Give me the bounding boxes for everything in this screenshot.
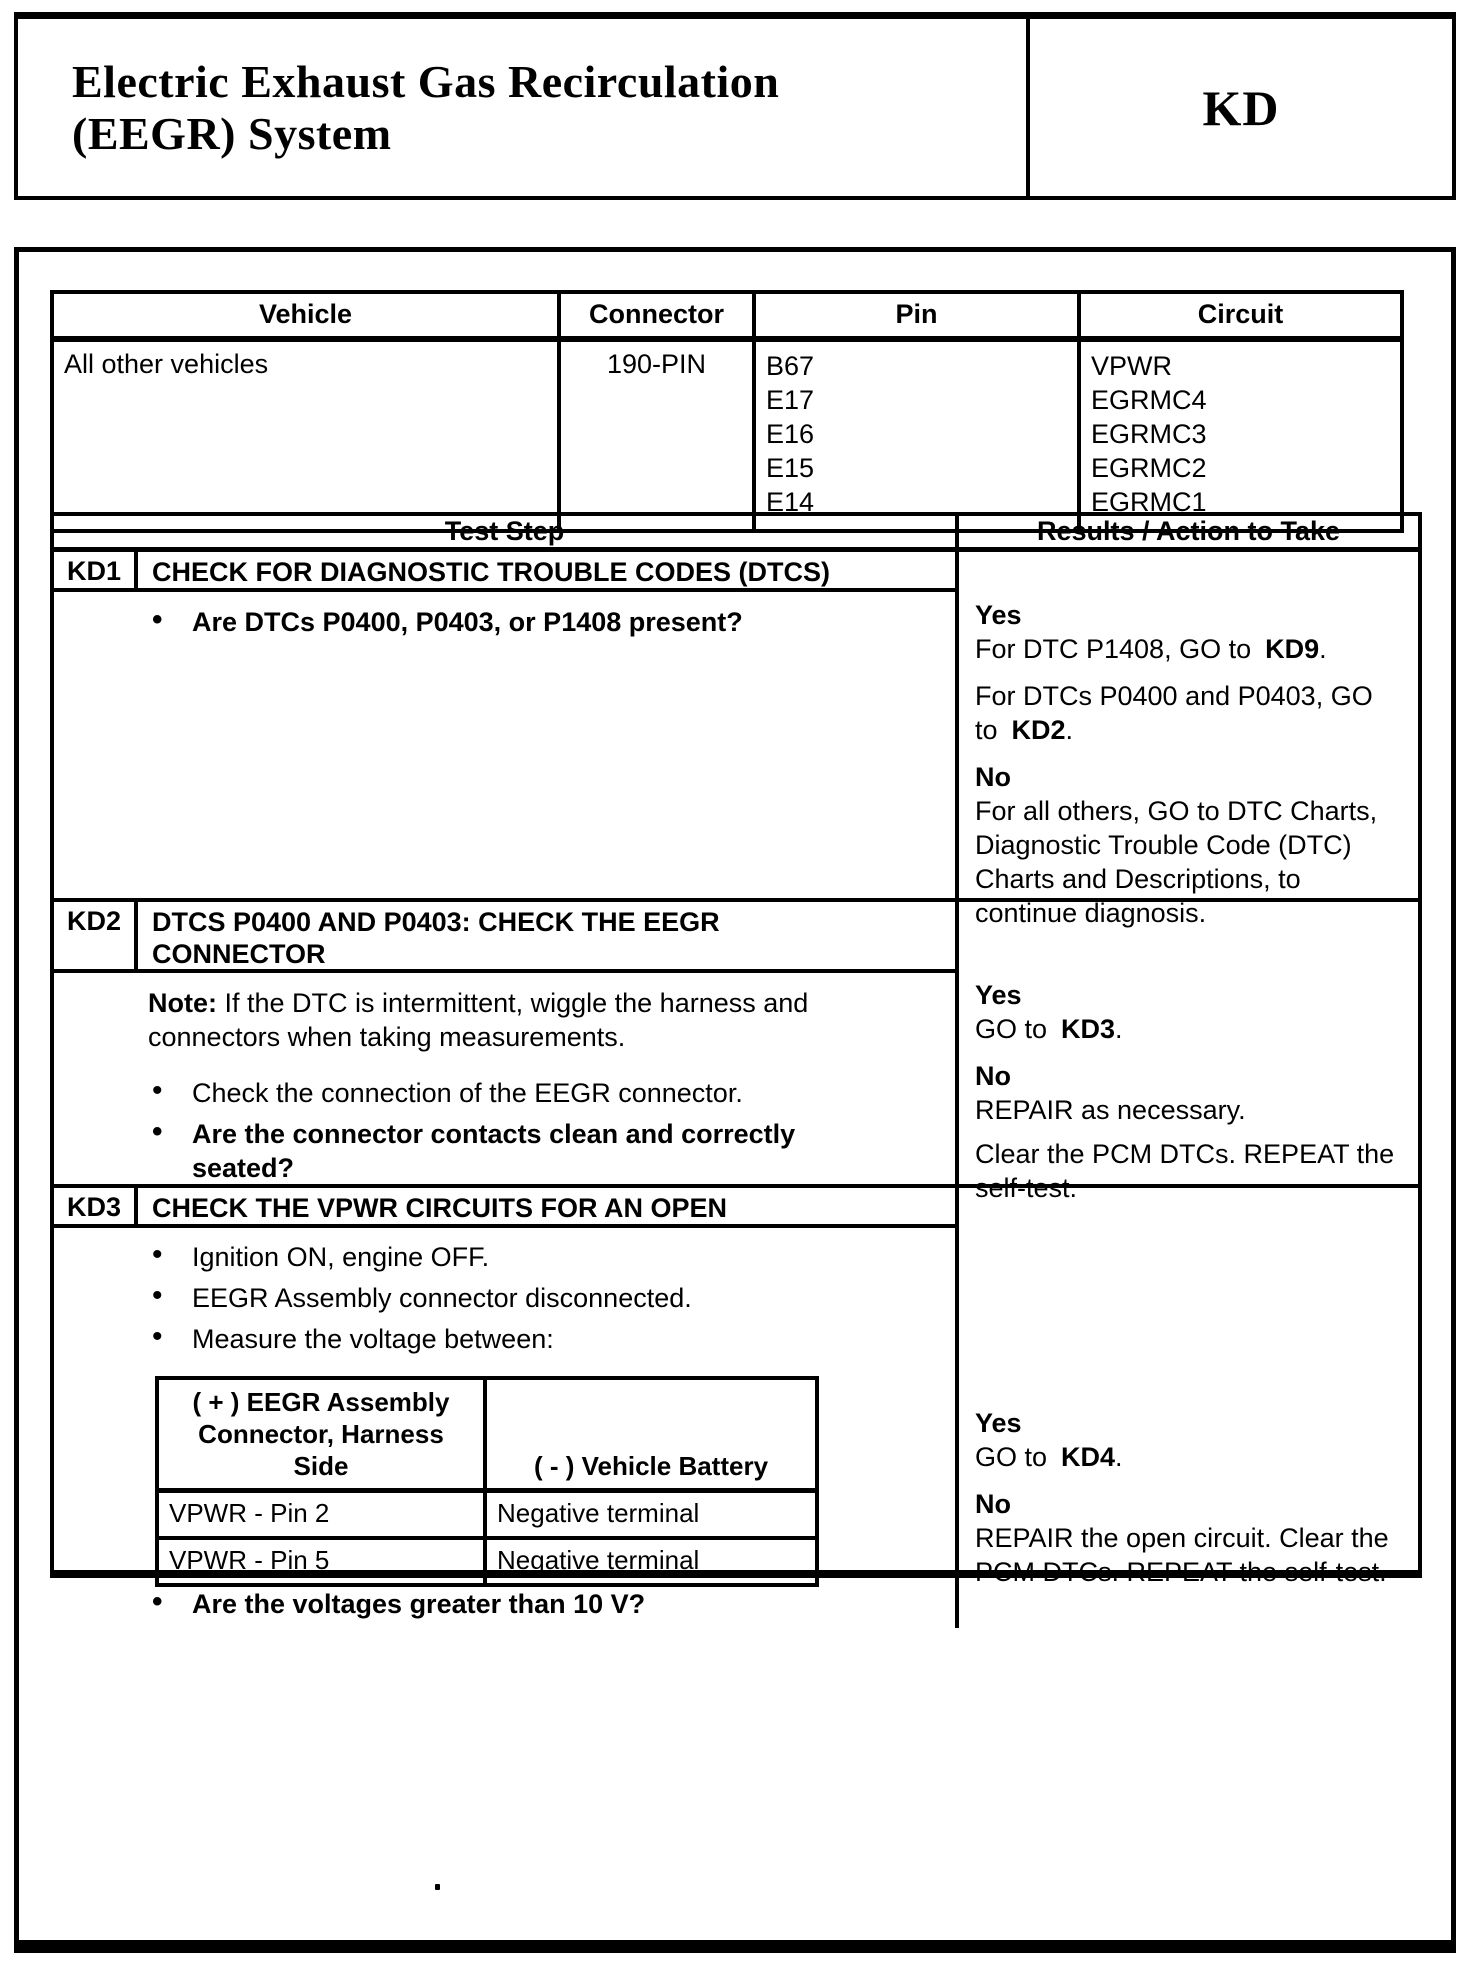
kd2-test-step-cell [54, 902, 955, 1184]
kd3-yes-action [975, 1440, 1410, 1474]
test-step-kd3 [54, 1188, 1418, 1628]
test-step-table [50, 512, 1422, 1619]
kd2-note-label: Note: [148, 988, 217, 1018]
kd2-question-line1: Are the connector contacts clean and correctly [192, 1119, 796, 1149]
kd3-instruction: • Ignition ON, engine OFF. [148, 1240, 955, 1274]
kd3-no-label: No [975, 1489, 1011, 1519]
kd3-instruction: • Measure the voltage between: [148, 1322, 955, 1356]
kd1-yes2-text: to [975, 715, 998, 745]
kd2-yes-action [975, 1012, 1410, 1046]
kd1-no-label: No [975, 762, 1011, 792]
kd3-instruction: • EEGR Assembly connector disconnected. [148, 1281, 955, 1315]
kd3-yes-goto-ref: KD4 [1061, 1442, 1116, 1472]
kd2-step-body [54, 973, 955, 1185]
title-banner-right-cell [1026, 19, 1452, 196]
pin-value: B67 [766, 351, 815, 381]
pin-value: E14 [766, 487, 815, 517]
kd1-yes-action-2 [975, 679, 1410, 747]
measure-point: VPWR - Pin 2 [157, 1491, 485, 1539]
circuit-value: EGRMC3 [1091, 419, 1207, 449]
kd2-note-line2: connectors when taking measurements. [148, 1022, 626, 1052]
kd1-step-title: CHECK FOR DIAGNOSTIC TROUBLE CODES (DTCS) [152, 557, 830, 587]
kd3-step-title: CHECK THE VPWR CIRCUITS FOR AN OPEN [152, 1193, 728, 1223]
kd2-yes-label: Yes [975, 980, 1022, 1010]
kd2-yes-goto-ref: KD3 [1061, 1014, 1116, 1044]
kd2-no-line2b: self-test. [975, 1173, 1078, 1203]
test-table-header-row [54, 516, 1418, 552]
kd1-yes1-period: . [1319, 634, 1327, 664]
measure-point: VPWR - Pin 5 [157, 1538, 485, 1585]
kd3-title-row [54, 1188, 955, 1228]
pin-table-header-row [52, 292, 1402, 339]
kd1-no-line: Charts and Descriptions, to [975, 864, 1301, 894]
page-title: Electric Exhaust Gas Recirculation (EEGR) System [72, 55, 780, 159]
kd1-yes1-text: For DTC P1408, GO to [975, 634, 1252, 664]
connector-pin-table [50, 290, 1404, 533]
meter-col-header-negative: ( - ) Vehicle Battery [485, 1378, 817, 1491]
meter-table-row [157, 1538, 817, 1585]
kd3-results-cell [955, 1188, 1418, 1628]
section-code: KD [1202, 79, 1280, 136]
kd3-yes-label: Yes [975, 1408, 1022, 1438]
kd2-note-line1: If the DTC is intermittent, wiggle the harness and [224, 988, 809, 1018]
kd3-no-line1: REPAIR the open circuit. Clear the [975, 1523, 1389, 1553]
voltage-measurement-table [155, 1376, 819, 1587]
kd2-yes-period: . [1115, 1014, 1123, 1044]
kd2-step-title: DTCS P0400 AND P0403: CHECK THE EEGR CONNECTOR [152, 907, 720, 969]
circuit-value: EGRMC4 [1091, 385, 1207, 415]
kd1-question: • Are DTCs P0400, P0403, or P1408 present? [148, 605, 955, 639]
kd1-no-line: Diagnostic Trouble Code (DTC) [975, 830, 1352, 860]
circuit-value: EGRMC1 [1091, 487, 1207, 517]
kd3-yes-period: . [1115, 1442, 1123, 1472]
kd1-yes-action-1 [975, 632, 1410, 666]
meter-col-header-positive [157, 1378, 485, 1491]
col-header-results: Results / Action to Take [955, 516, 1418, 547]
kd1-yes2-period: . [1065, 715, 1074, 745]
title-banner-left-cell [18, 19, 1026, 196]
kd2-instruction: • Check the connection of the EEGR connector. [148, 1076, 955, 1110]
pin-value: E16 [766, 419, 815, 449]
kd2-question-line2: seated? [192, 1153, 295, 1183]
measure-reference: Negative terminal [485, 1491, 817, 1539]
circuit-value: VPWR [1091, 351, 1172, 381]
kd1-step-body [54, 592, 955, 639]
kd2-no-label: No [975, 1061, 1011, 1091]
kd2-question [148, 1117, 955, 1185]
kd2-yes-text: GO to [975, 1014, 1048, 1044]
kd3-test-step-cell [54, 1188, 955, 1628]
meter-table-header-row [157, 1378, 817, 1491]
kd3-yes-text: GO to [975, 1442, 1048, 1472]
test-step-kd1 [54, 552, 1418, 928]
kd1-yes2-goto-ref: KD2 [1011, 715, 1066, 745]
pin-table-row [52, 339, 1402, 531]
kd1-step-id: KD1 [54, 552, 138, 588]
kd1-yes2-line1: For DTCs P0400 and P0403, GO [975, 681, 1373, 711]
vehicle-cell: All other vehicles [52, 339, 559, 531]
meter-table-row [157, 1491, 817, 1539]
kd3-no-line2: PCM DTCs. REPEAT the self-test. [975, 1557, 1387, 1587]
kd1-yes1-goto-ref: KD9 [1265, 634, 1320, 664]
kd3-question: • Are the voltages greater than 10 V? [148, 1587, 955, 1621]
col-header-test-step: Test Step [444, 516, 565, 546]
title-banner [14, 12, 1456, 200]
kd3-step-id: KD3 [54, 1188, 138, 1224]
measure-reference: Negative terminal [485, 1538, 817, 1585]
kd1-no-line: For all others, GO to DTC Charts, [975, 796, 1378, 826]
kd1-title-row [54, 552, 955, 592]
kd2-results-cell [955, 902, 1418, 1203]
col-header-circuit: Circuit [1079, 292, 1402, 339]
pin-value: E15 [766, 453, 815, 483]
kd3-no-action [975, 1521, 1410, 1589]
kd2-title-row [54, 902, 955, 973]
kd2-note [148, 986, 928, 1054]
kd3-step-body [54, 1228, 955, 1621]
col-header-pin: Pin [754, 292, 1079, 339]
col-header-connector: Connector [559, 292, 754, 339]
kd1-test-step-cell [54, 552, 955, 898]
kd2-no-line2a: Clear the PCM DTCs. REPEAT the [975, 1139, 1395, 1169]
kd1-results-cell [955, 552, 1418, 928]
pin-value: E17 [766, 385, 815, 415]
test-step-kd2 [54, 902, 1418, 1203]
scan-artifact-dot [435, 1884, 440, 1890]
kd1-yes-label: Yes [975, 600, 1022, 630]
kd2-step-id: KD2 [54, 902, 138, 969]
kd2-no-action-1: REPAIR as necessary. [975, 1095, 1246, 1125]
meter-col-header-positive-text: ( + ) EEGR Assembly Connector, Harness Side [192, 1387, 450, 1481]
col-header-vehicle: Vehicle [52, 292, 559, 339]
connector-cell: 190-PIN [559, 339, 754, 531]
pin-cell [754, 339, 1079, 531]
circuit-value: EGRMC2 [1091, 453, 1207, 483]
circuit-cell [1079, 339, 1402, 531]
kd1-no-line: continue diagnosis. [975, 898, 1207, 928]
